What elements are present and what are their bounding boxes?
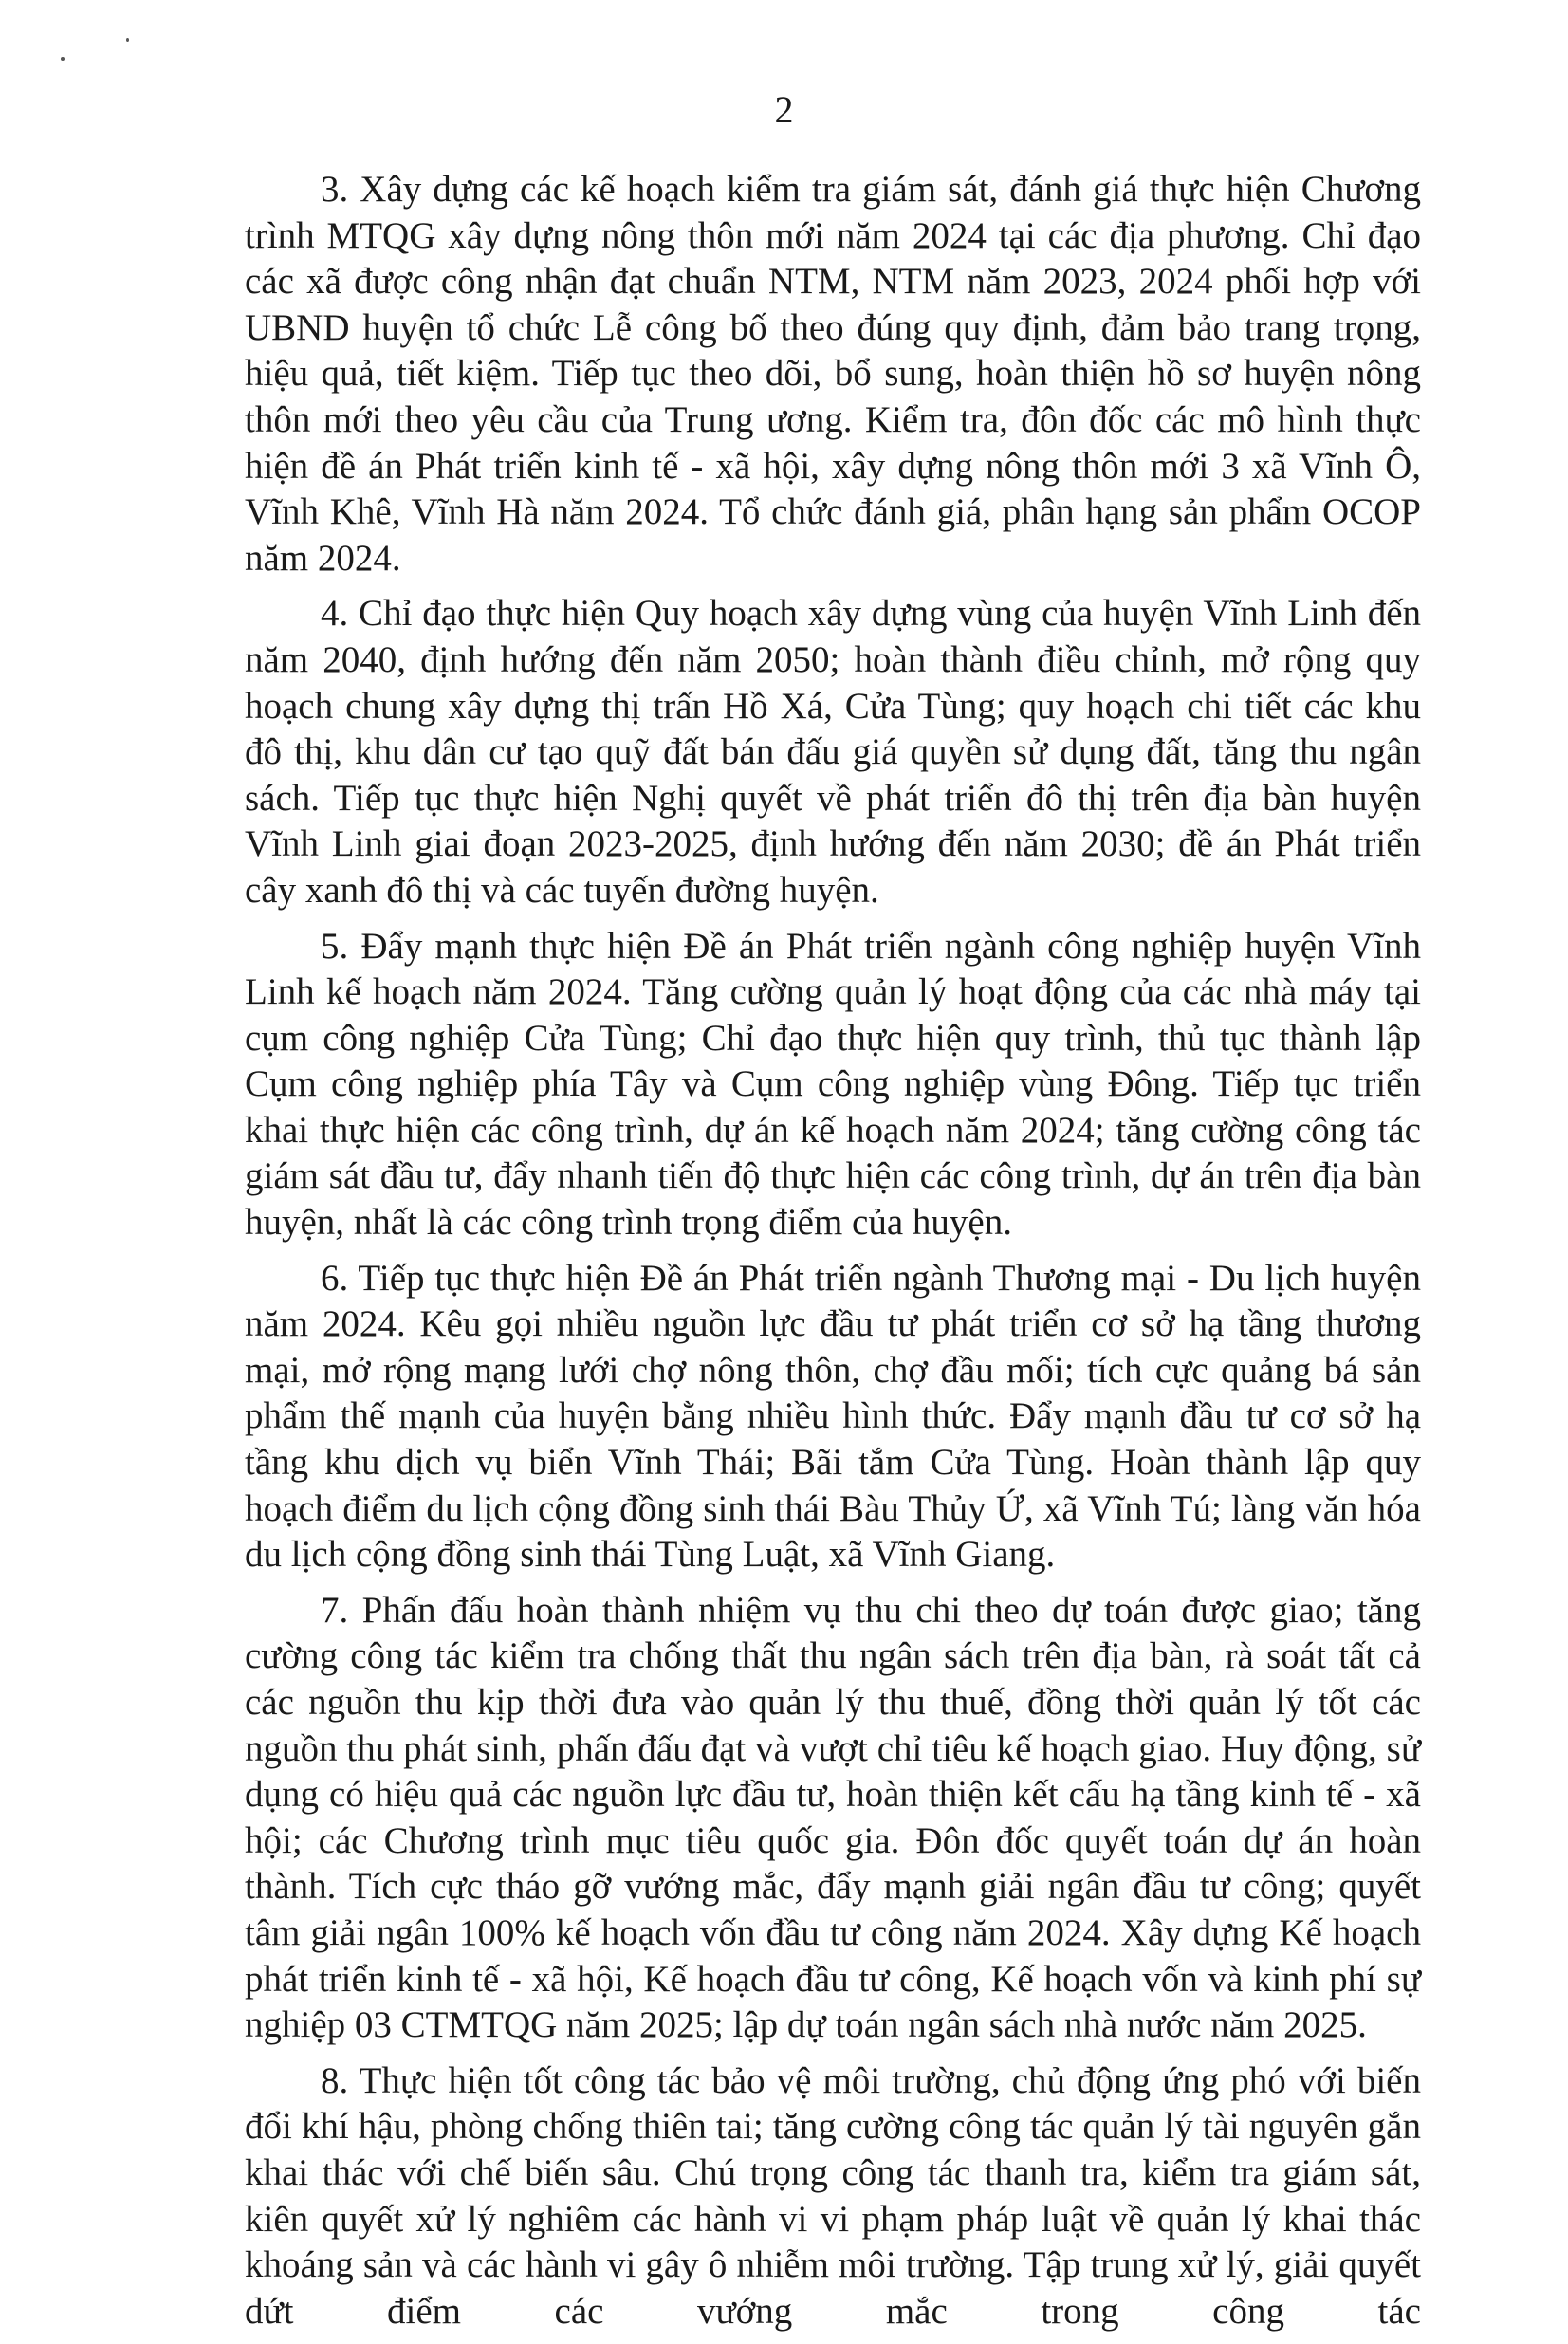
scan-speck (61, 57, 65, 61)
paragraph-3: 3. Xây dựng các kế hoạch kiểm tra giám sát, đánh giá thực hiện Chương trình MTQG xây dựng nông thôn mới năm 2024 tại các địa phương. Chỉ đạo các xã được công nhận đạt chuẩn NTM, NTM năm 2023, 2024 phối hợp với UBND huyện tổ chức Lễ công bố theo đúng quy định, đảm bảo trang trọng, hiệu quả, tiết kiệm. Tiếp tục theo dõi, bổ sung, hoàn thiện hồ sơ huyện nông thôn mới theo yêu cầu của Trung ương. Kiểm tra, đôn đốc các mô hình thực hiện đề án Phát triển kinh tế - xã hội, xây dựng nông thôn mới 3 xã Vĩnh Ô, Vĩnh Khê, Vĩnh Hà năm 2024. Tổ chức đánh giá, phân hạng sản phẩm OCOP năm 2024. (245, 169, 1421, 579)
document-body (245, 167, 1421, 2344)
paragraph-4: 4. Chỉ đạo thực hiện Quy hoạch xây dựng vùng của huyện Vĩnh Linh đến năm 2040, định hướng đến năm 2050; hoàn thành điều chỉnh, mở rộng quy hoạch chung xây dựng thị trấn Hồ Xá, Cửa Tùng; quy hoạch chi tiết các khu đô thị, khu dân cư tạo quỹ đất bán đấu giá quyền sử dụng đất, tăng thu ngân sách. Tiếp tục thực hiện Nghị quyết về phát triển đô thị trên địa bàn huyện Vĩnh Linh giai đoạn 2023-2025, định hướng đến năm 2030; đề án Phát triển cây xanh đô thị và các tuyến đường huyện. (245, 593, 1421, 911)
paragraph-8: 8. Thực hiện tốt công tác bảo vệ môi trường, chủ động ứng phó với biến đổi khí hậu, phòng chống thiên tai; tăng cường công tác quản lý tài nguyên gắn khai thác với chế biến sâu. Chú trọng công tác thanh tra, kiểm tra giám sát, kiên quyết xử lý nghiêm các hành vi vi phạm pháp luật về quản lý khai thác khoáng sản và các hành vi gây ô nhiễm môi trường. Tập trung xử lý, giải quyết dứt điểm các vướng mắc trong công tác (245, 2059, 1421, 2332)
paragraph-5: 5. Đẩy mạnh thực hiện Đề án Phát triển ngành công nghiệp huyện Vĩnh Linh kế hoạch năm 2024. Tăng cường quản lý hoạt động của các nhà máy tại cụm công nghiệp Cửa Tùng; Chỉ đạo thực hiện quy trình, thủ tục thành lập Cụm công nghiệp phía Tây và Cụm công nghiệp vùng Đông. Tiếp tục triển khai thực hiện các công trình, dự án kế hoạch năm 2024; tăng cường công tác giám sát đầu tư, đẩy nhanh tiến độ thực hiện các công trình, dự án trên địa bàn huyện, nhất là các công trình trọng điểm của huyện. (245, 925, 1421, 1244)
paragraph-7: 7. Phấn đấu hoàn thành nhiệm vụ thu chi theo dự toán được giao; tăng cường công tác kiểm tra chống thất thu ngân sách trên địa bàn, rà soát tất cả các nguồn thu kịp thời đưa vào quản lý thu thuế, đồng thời quản lý tốt các nguồn thu phát sinh, phấn đấu đạt và vượt chỉ tiêu kế hoạch giao. Huy động, sử dụng có hiệu quả các nguồn lực đầu tư, hoàn thiện kết cấu hạ tầng kinh tế - xã hội; các Chương trình mục tiêu quốc gia. Đôn đốc quyết toán dự án hoàn thành. Tích cực tháo gỡ vướng mắc, đẩy mạnh giải ngân đầu tư công; quyết tâm giải ngân 100% kế hoạch vốn đầu tư công năm 2024. Xây dựng Kế hoạch phát triển kinh tế - xã hội, Kế hoạch đầu tư công, Kế hoạch vốn và kinh phí sự nghiệp 03 CTMTQG năm 2025; lập dự toán ngân sách nhà nước năm 2025. (245, 1589, 1421, 2046)
scan-speck (126, 38, 129, 42)
page-number: 2 (774, 88, 794, 131)
paragraph-6: 6. Tiếp tục thực hiện Đề án Phát triển ngành Thương mại - Du lịch huyện năm 2024. Kêu gọi nhiều nguồn lực đầu tư phát triển cơ sở hạ tầng thương mại, mở rộng mạng lưới chợ nông thôn, chợ đầu mối; tích cực quảng bá sản phẩm thế mạnh của huyện bằng nhiều hình thức. Đẩy mạnh đầu tư cơ sở hạ tầng khu dịch vụ biển Vĩnh Thái; Bãi tắm Cửa Tùng. Hoàn thành lập quy hoạch điểm du lịch cộng đồng sinh thái Bàu Thủy Ứ, xã Vĩnh Tú; làng văn hóa du lịch cộng đồng sinh thái Tùng Luật, xã Vĩnh Giang. (245, 1257, 1421, 1576)
